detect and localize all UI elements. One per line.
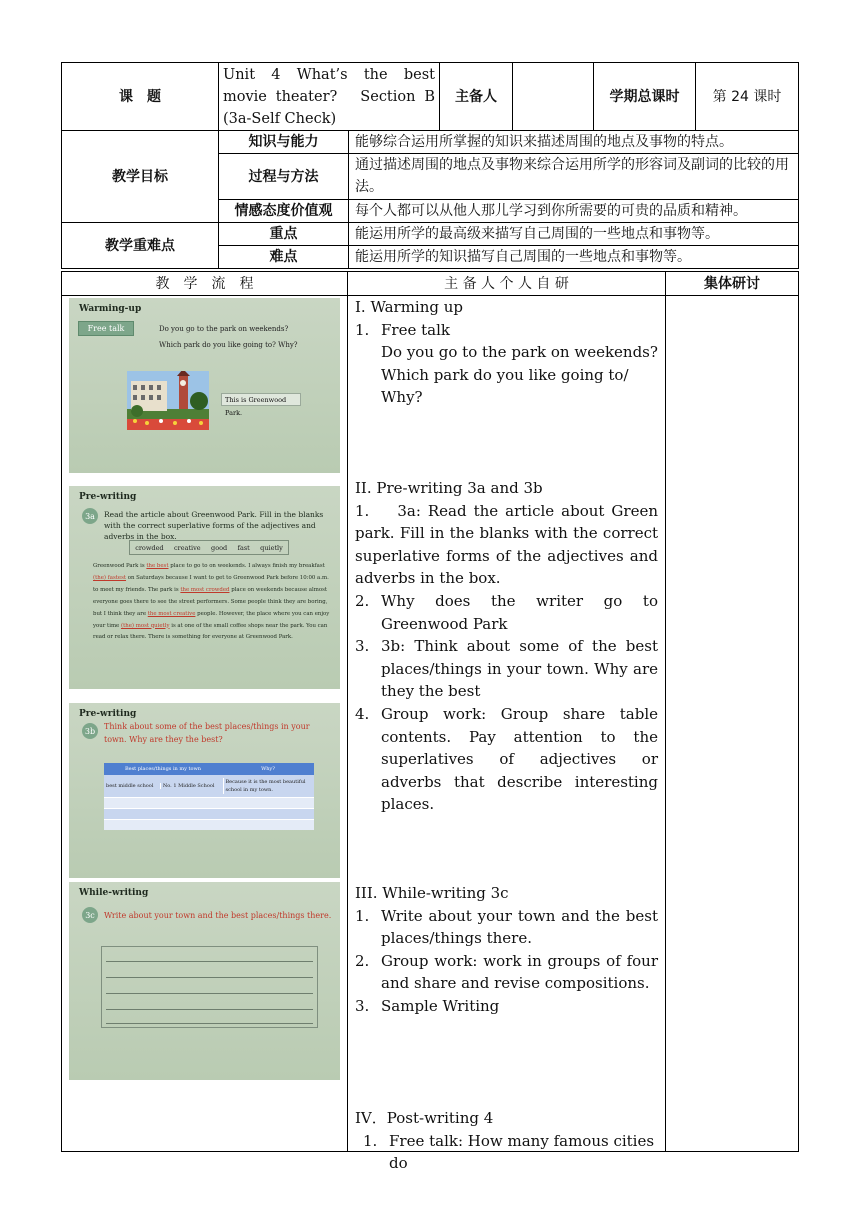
objective-value: 通过描述周围的地点及事物来综合运用所学的形容词及副词的比较的用法。 [355,157,789,195]
objective-name-cell [218,130,349,154]
list-item [355,995,658,1018]
slide-title: While-writing [79,888,149,898]
article-part: is at one of the small coffee shops near the park. You can read or relax there. There is something for everyone at Greenwood Park. [93,622,328,641]
topic-label: 课 题 [119,88,161,105]
slide-instruction: Think about some of the best places/things in your town. Why are they the best? [104,722,310,744]
notes-section-prewriting [355,477,658,816]
list-number: 1. [363,1131,378,1150]
article-text [93,561,331,644]
word-item: crowded [135,543,164,552]
notes-section-postwriting [355,1107,658,1175]
table-row [104,819,314,830]
list-item [355,590,658,635]
article-part: people. However, the place where you can enjoy your time [93,610,330,629]
table-row [104,808,314,819]
answer-blank: the most creative [147,610,196,617]
answer-blank: the best [146,563,169,569]
section-title: II. Pre-writing 3a and 3b [355,479,543,497]
slide-instruction: Read the article about Greenwood Park. Fill in the blanks with the correct superlative forms of the adjectives and adverbs in the box. [104,510,324,541]
list-number: 1. [355,501,370,520]
objective-value-cell [348,199,799,223]
objective-value: 能够综合运用所掌握的知识来描述周围的地点及事物的特点。 [355,134,733,150]
list-item [355,500,658,590]
park-caption: This is Greenwood Park. [225,396,287,417]
preparer-value-cell [512,62,594,131]
keypoints-label: 教学重难点 [105,237,175,254]
period-label-cell [593,62,696,131]
slide-instruction: Write about your town and the best places/things there. [104,911,332,920]
badge-label: 3a [85,511,95,521]
process-col2-header [347,271,666,296]
table-row [104,797,314,808]
park-photo [127,371,209,430]
free-talk-tag [78,321,134,336]
slide-title: Pre-writing [79,492,137,502]
badge-label: 3c [85,910,95,920]
topic-label-cell [61,62,219,131]
word-item: creative [173,543,201,552]
objective-value-cell [348,130,799,154]
word-box [129,540,289,555]
keypoint-value: 能运用所学的最高级来描写自己周围的一些地点和事物等。 [355,226,719,242]
list-text: 3a: Read the article about Green park. Fill in the blanks with the correct superlative forms of the adjectives and adverbs in the box. [355,501,658,588]
word-item: fast [237,543,250,552]
objective-value-cell [348,153,799,200]
slide-question: Do you go to the park on weekends? [159,325,289,333]
notes-section-whilewriting [355,882,658,1018]
table-cell: best middle school [106,783,154,789]
list-item [355,703,658,816]
list-text: Group work: Group share table contents. Pay attention to the superlatives of adjectives or adverbs that describe interesting places. [381,704,658,814]
answer-blank: the most crowded [180,586,230,593]
list-number: 3. [355,637,370,656]
slide-pre-writing-3b [69,703,340,878]
table-header-row [104,763,314,775]
keypoint-value: 能运用所学的知识描写自己周围的一些地点和事物等。 [355,249,691,265]
slide-while-writing [69,882,340,1080]
section-title: IV．Post-writing 4 [355,1109,494,1127]
slide-pre-writing-3a [69,486,340,689]
answer-blank: (the) fastest [93,574,127,581]
keypoint-name: 重点 [269,226,298,242]
period-value: 第 24 课时 [712,88,782,105]
list-text: Sample Writing [381,996,500,1015]
list-text: Group work: work in groups of four and share and revise compositions. [381,951,658,993]
badge-icon [82,907,98,923]
list-text: 3b: Think about some of the best places/things in your town. Why are they the best [381,637,658,701]
list-text: Free talk [381,320,450,339]
section-title: III. While-writing 3c [355,884,509,902]
article-part: Greenwood Park is [93,563,145,569]
process-col3-label: 集体研讨 [704,275,760,292]
keypoints-label-cell [61,222,219,269]
objectives-label: 教学目标 [112,168,168,185]
list-number: 4. [355,704,370,723]
list-text: Why does the writer go to Greenwood Park [381,591,658,633]
objective-name: 过程与方法 [248,168,319,185]
slide-question: Which park do you like going to? Why? [159,341,298,349]
preparer-label-cell [439,62,513,131]
list-item [355,905,658,950]
objective-name-cell [218,153,349,200]
period-label: 学期总课时 [609,88,680,105]
list-number: 3. [355,996,370,1015]
list-number: 1. [355,906,370,925]
table-cell: Because it is the most beautiful school in my town. [223,778,315,794]
best-places-table [104,763,314,830]
keypoint-value-cell [348,222,799,246]
process-col2-label: 主 备 人 个 人 自 研 [444,275,569,292]
list-text: Free talk: How many famous cities do [389,1131,655,1173]
free-talk-tag-label: Free talk [87,324,125,333]
preparer-label: 主备人 [455,88,497,105]
badge-label: 3b [84,726,96,736]
objectives-label-cell [61,130,219,223]
notes-section-warming [355,296,658,409]
list-number: 2. [355,951,370,970]
keypoint-name-cell [218,245,349,269]
objective-name: 情感态度价值观 [234,203,333,219]
list-line: Do you go to the park on weekends? [381,343,658,362]
park-caption-box [221,393,301,417]
article-part: place to go to on weekends. I always finish my breakfast [170,563,325,569]
table-row [104,775,314,797]
badge-icon [82,723,98,739]
article-part: on Saturdays because I want to get to Greenwood Park before 10:00 a.m. to meet my friends. The park is [93,574,329,593]
table-header: Why? [261,766,275,772]
answer-blank: (the) most quietly [120,622,170,629]
process-col1-label: 教 学 流 程 [155,275,254,292]
keypoint-name-cell [218,222,349,246]
list-line: Which park do you like going to/ Why? [381,365,629,407]
list-item [355,1130,658,1175]
list-item [355,635,658,703]
list-item [355,950,658,995]
process-col3-header [665,271,799,296]
table-cell: No. 1 Middle School [160,783,223,789]
slide-title: Warming-up [79,304,142,314]
park-image [127,371,209,430]
slide-title: Pre-writing [79,709,137,719]
objective-name: 知识与能力 [248,134,319,150]
slide-warming-up [69,298,340,473]
keypoint-value-cell [348,245,799,269]
word-item: good [211,543,228,552]
list-number: 1. [355,320,370,339]
topic-value: Unit 4 What’s the best movie theater? Section B (3a-Self Check) [223,67,435,127]
word-item: quietly [260,543,283,552]
process-col3-body [665,295,799,1152]
list-text: Write about your town and the best places/things there. [381,906,658,948]
article-part: place on weekends because almost everyone goes there to see the street performers. Some people think they are boring, but I think they are [93,586,328,617]
keypoint-name: 难点 [269,249,298,265]
objective-value: 每个人都可以从他人那儿学习到你所需要的可贵的品质和精神。 [355,203,747,219]
period-value-cell [695,62,799,131]
list-number: 2. [355,591,370,610]
process-col1-header [61,271,348,296]
topic-value-cell [218,62,440,131]
badge-icon [82,508,98,524]
list-item [355,319,658,342]
section-title: I. Warming up [355,298,464,316]
objective-name-cell [218,199,349,223]
writing-box [101,946,318,1028]
table-header: Best places/things in my town [124,766,202,772]
